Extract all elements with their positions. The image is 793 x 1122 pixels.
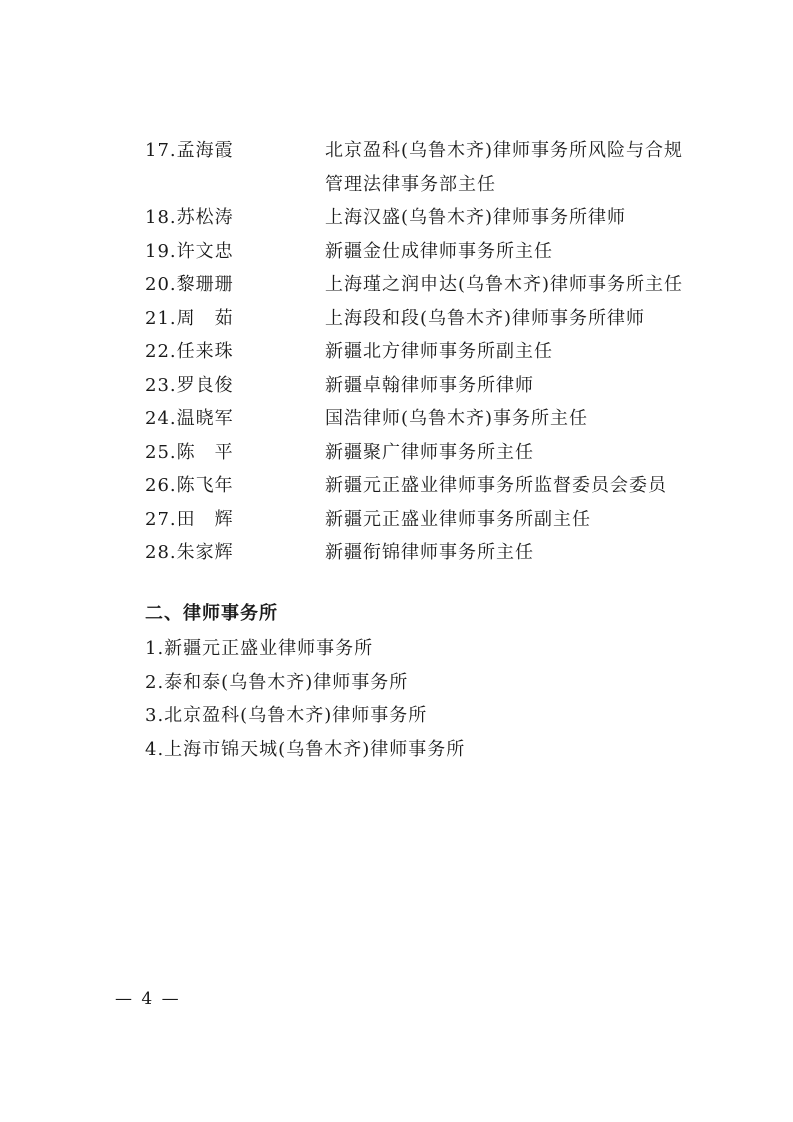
list-item [145,536,705,570]
list-item [145,469,705,503]
person-name: 28.朱家辉 [145,542,234,563]
person-organization: 新疆卓翰律师事务所律师 [325,374,534,396]
list-item [145,369,705,403]
person-name: 23.罗良俊 [145,374,234,396]
list-item [145,503,705,537]
person-name: 21.周 茹 [145,307,234,329]
person-organization: 北京盈科(乌鲁木齐)律师事务所风险与合规管理法律事务部主任 [325,140,684,195]
list-item [145,402,705,436]
person-name: 19.许文忠 [145,240,234,262]
list-item: 1.新疆元正盛业律师事务所 [145,638,374,659]
person-organization: 新疆聚广律师事务所主任 [325,441,534,463]
person-organization: 新疆金仕成律师事务所主任 [325,240,553,262]
person-organization: 新疆元正盛业律师事务所监督委员会委员 [325,475,667,496]
person-name: 27.田 辉 [145,508,234,530]
list-item [145,134,705,201]
list-item [145,268,705,302]
person-name: 17.孟海霞 [145,140,234,161]
person-organization: 新疆元正盛业律师事务所副主任 [325,508,591,530]
person-organization: 新疆衔锦律师事务所主任 [325,542,534,563]
list-item [145,201,705,235]
section-heading: 二、律师事务所 [145,603,278,624]
person-name: 22.任来珠 [145,341,234,362]
list-item: 2.泰和泰(乌鲁木齐)律师事务所 [145,671,409,693]
person-organization: 上海瑾之润申达(乌鲁木齐)律师事务所主任 [325,274,684,295]
person-organization: 新疆北方律师事务所副主任 [325,341,553,362]
person-name: 24.温晓军 [145,408,234,429]
list-item: 3.北京盈科(乌鲁木齐)律师事务所 [145,705,428,726]
person-list [145,134,705,570]
firm-list [145,632,705,766]
list-item [145,436,705,470]
person-organization: 国浩律师(乌鲁木齐)事务所主任 [325,408,589,429]
person-name: 20.黎珊珊 [145,274,234,295]
person-organization: 上海段和段(乌鲁木齐)律师事务所律师 [325,307,646,329]
person-name: 18.苏松涛 [145,207,234,228]
list-item: 4.上海市锦天城(乌鲁木齐)律师事务所 [145,738,466,760]
list-item [145,235,705,269]
list-item [145,302,705,336]
person-name: 26.陈飞年 [145,475,234,496]
person-name: 25.陈 平 [145,441,234,463]
list-item [145,335,705,369]
page-number: — 4 — [115,989,181,1009]
person-organization: 上海汉盛(乌鲁木齐)律师事务所律师 [325,207,627,228]
